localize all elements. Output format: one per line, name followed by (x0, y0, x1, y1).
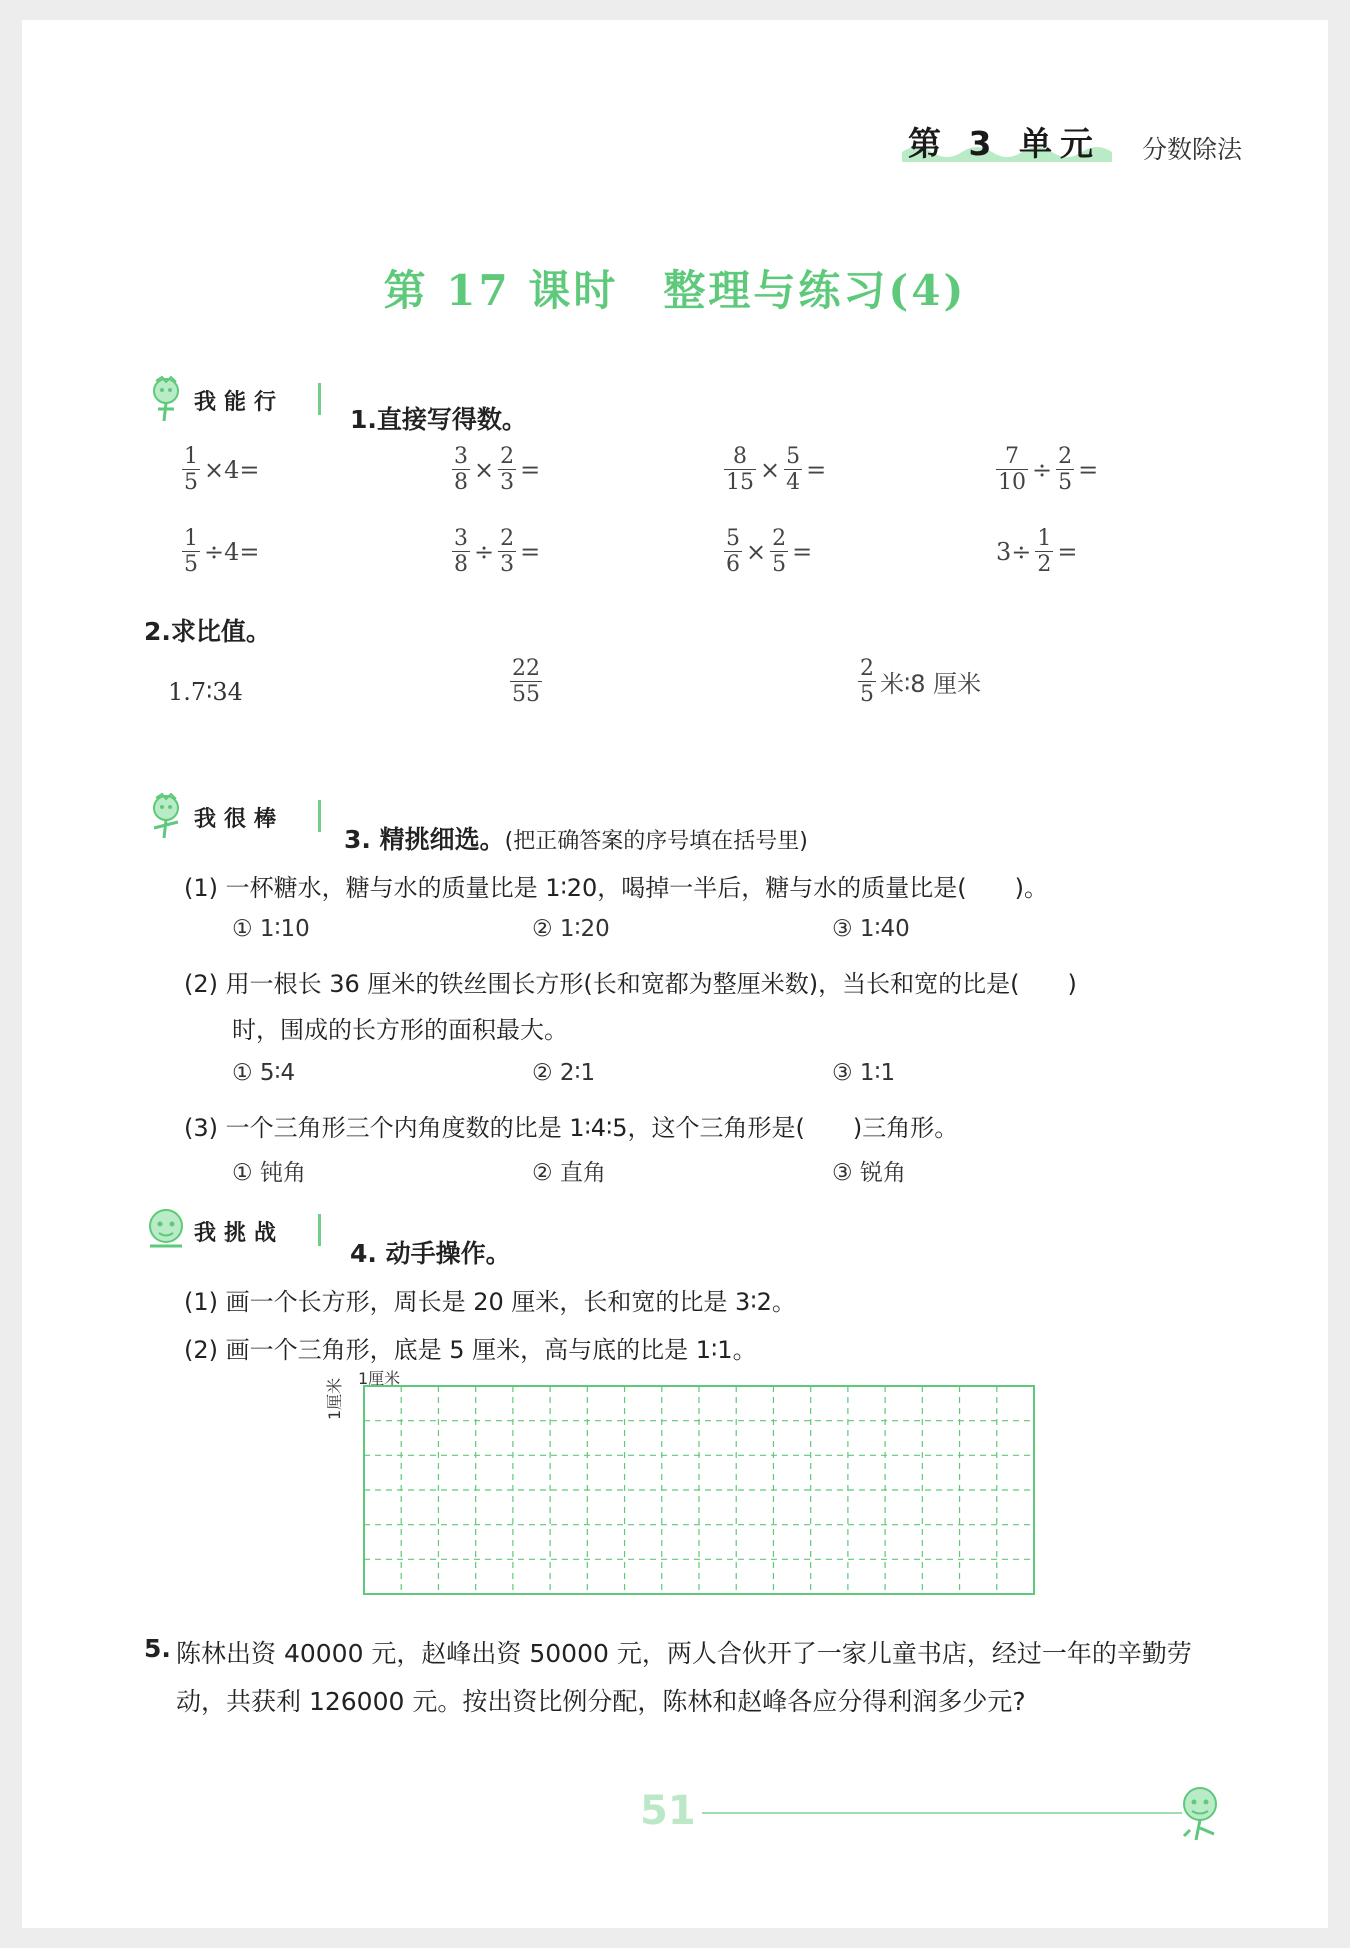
q3-part3: (3) 一个三角形三个内角度数的比是 1∶4∶5，这个三角形是( )三角形。 (184, 1114, 959, 1142)
unit-subject: 分数除法 (1142, 135, 1243, 164)
grid-label-side: 1厘米 (325, 1377, 344, 1420)
q3-part2-option-1: ① 5∶4 (232, 1060, 296, 1086)
page-number: 51 (640, 1788, 696, 1834)
footer-line (702, 1812, 1182, 1814)
q3-part2-option-3: ③ 1∶1 (832, 1060, 896, 1086)
mascot-icon (1170, 1782, 1230, 1844)
section-tag-label: 我能行 (194, 390, 285, 415)
q2-item-2: $\frac{22}{55}$ (512, 656, 540, 708)
q1-item-4: $\frac{7}{10}$ ÷ $\frac{2}{5}$ = (998, 444, 1099, 496)
mascot-icon (144, 1206, 188, 1254)
section-tag-label: 我很棒 (194, 807, 285, 832)
q5-line1: 陈林出资 40000 元，赵峰出资 50000 元，两人合伙开了一家儿童书店，经过一年的辛勤劳 (176, 1639, 1192, 1668)
section-tag-2 (144, 792, 334, 840)
section-tag-3 (144, 1206, 334, 1254)
mascot-icon (144, 375, 188, 423)
q1-item-6: $\frac{3}{8}$ ÷ $\frac{2}{3}$ = (454, 526, 541, 578)
q5-number: 5. (144, 1634, 171, 1663)
q1-item-2: $\frac{3}{8}$ × $\frac{2}{3}$ = (454, 444, 541, 496)
q1-item-8: 3÷ $\frac{1}{2}$ = (996, 526, 1078, 578)
q3-part1-option-1: ① 1∶10 (232, 916, 310, 942)
drawing-grid[interactable] (362, 1384, 1036, 1596)
q1-item-7: $\frac{5}{6}$ × $\frac{2}{5}$ = (726, 526, 813, 578)
q3-part2-line1: (2) 用一根长 36 厘米的铁丝围长方形(长和宽都为整厘米数)，当长和宽的比是( ) (184, 970, 1077, 998)
workbook-page (22, 20, 1328, 1928)
q3-part1-option-2: ② 1∶20 (532, 916, 610, 942)
section-tag-label: 我挑战 (194, 1221, 285, 1246)
q2-item-1: 1.7∶34 (168, 678, 243, 706)
q1-title: 1.直接写得数。 (350, 405, 527, 434)
q3-part3-option-3: ③ 锐角 (832, 1160, 906, 1186)
section-tag-1 (144, 375, 334, 423)
q1-item-3: $\frac{8}{15}$ × $\frac{5}{4}$ = (726, 444, 827, 496)
q4-part1: (1) 画一个长方形，周长是 20 厘米，长和宽的比是 3∶2。 (184, 1288, 796, 1316)
q3-title: 3. 精挑细选。(把正确答案的序号填在括号里) (344, 825, 808, 854)
q2-title: 2.求比值。 (144, 617, 271, 646)
q4-part2: (2) 画一个三角形，底是 5 厘米，高与底的比是 1∶1。 (184, 1336, 757, 1364)
unit-title: 第 3 单元 (908, 124, 1101, 163)
q2-item-3: $\frac{2}{5}$ 米∶8 厘米 (860, 656, 982, 708)
q5-line2: 动，共获利 126000 元。按出资比例分配，陈林和赵峰各应分得利润多少元? (176, 1687, 1026, 1716)
q3-part2-option-2: ② 2∶1 (532, 1060, 596, 1086)
q1-item-1: $\frac{1}{5}$ ×4= (184, 444, 260, 496)
q1-item-5: $\frac{1}{5}$ ÷4= (184, 526, 260, 578)
q3-part1: (1) 一杯糖水，糖与水的质量比是 1∶20，喝掉一半后，糖与水的质量比是( )。 (184, 874, 1049, 902)
q3-part3-option-1: ① 钝角 (232, 1160, 306, 1186)
grid-label-top: 1厘米 (358, 1369, 401, 1388)
q3-part1-option-3: ③ 1∶40 (832, 916, 910, 942)
q3-part3-option-2: ② 直角 (532, 1160, 606, 1186)
q4-title: 4. 动手操作。 (350, 1239, 511, 1268)
mascot-icon (144, 792, 188, 840)
unit-header (902, 108, 1282, 188)
lesson-title: 第 17 课时 整理与练习(4) (383, 266, 967, 315)
q3-part2-line2: 时，围成的长方形的面积最大。 (232, 1016, 568, 1044)
